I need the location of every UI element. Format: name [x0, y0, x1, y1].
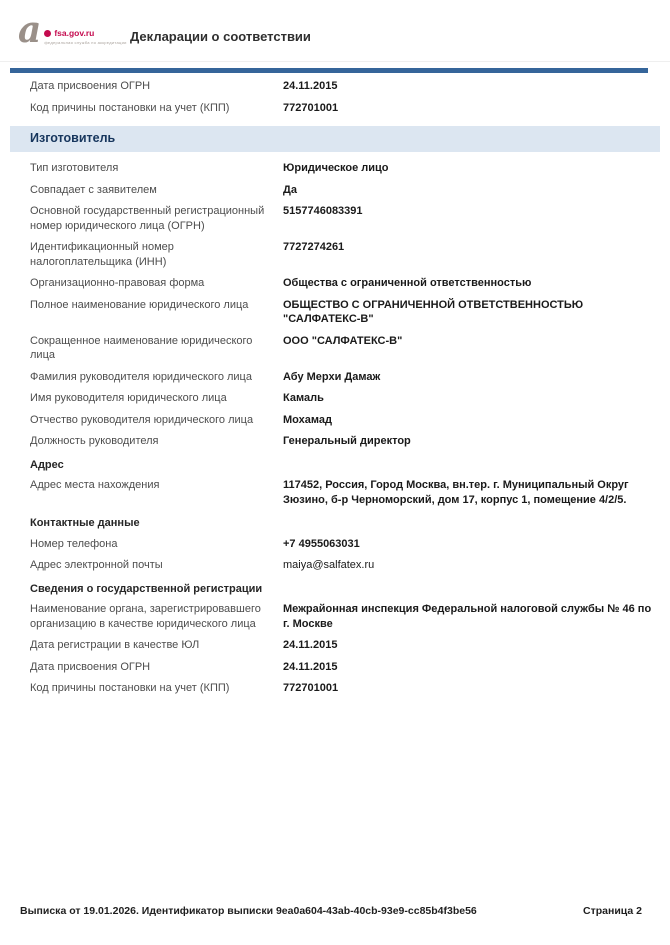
field-label: Идентификационный номер налогоплательщика (ИНН) — [30, 241, 174, 268]
page-footer — [0, 905, 670, 917]
field-row — [0, 599, 670, 635]
fsa-logo-glyph-icon: a — [18, 9, 41, 51]
field-value: Да — [283, 183, 297, 196]
field-value: 772701001 — [283, 682, 339, 695]
field-label: Основной государственный регистрационный номер юридического лица (ОГРН) — [30, 205, 265, 232]
field-value: maiya@salfatex.ru — [283, 559, 375, 572]
field-value: Камаль — [283, 392, 324, 405]
field-value: 117452, Россия, Город Москва, вн.тер. г. Муниципальный Округ Зюзино, б-р Черноморский, дом 17, корпус 1, помещение 4/2/5. — [283, 479, 629, 506]
field-label: Сокращенное наименование юридического лица — [30, 334, 253, 362]
field-row — [0, 201, 670, 237]
field-value: Межрайонная инспекция Федеральной налоговой службы № 46 по г. Москве — [283, 603, 652, 630]
field-label: Наименование органа, зарегистрировавшего организацию в качестве юридического лица — [30, 603, 261, 630]
field-label: Должность руководителя — [30, 435, 159, 448]
field-row — [0, 431, 670, 453]
field-row — [0, 273, 670, 295]
section-header: Изготовитель — [10, 126, 660, 152]
field-label: Организационно-правовая форма — [30, 277, 205, 290]
page-number: Страница 2 — [583, 905, 642, 917]
field-value: +7 4955063031 — [283, 537, 360, 550]
field-row — [0, 555, 670, 577]
field-row — [0, 635, 670, 657]
field-label: Код причины постановки на учет (КПП) — [30, 682, 230, 695]
extract-info: Выписка от 19.01.2026. Идентификатор выписки 9ea0a604-43ab-40cb-93e9-cc85b4f3be56 — [20, 905, 477, 917]
field-value: 7727274261 — [283, 241, 345, 254]
subsection-header: Сведения о государственной регистрации — [30, 582, 263, 595]
fsa-logo-tagline: федеральная служба по аккредитации — [44, 40, 127, 45]
fsa-logo — [18, 9, 127, 51]
field-value: ОБЩЕСТВО С ОГРАНИЧЕННОЙ ОТВЕТСТВЕННОСТЬЮ "САЛФАТЕКС-В" — [283, 298, 584, 326]
field-value: Общества с ограниченной ответственностью — [283, 277, 532, 290]
field-row — [0, 237, 670, 273]
field-row — [0, 98, 670, 120]
field-label: Тип изготовителя — [30, 162, 119, 175]
field-row — [0, 331, 670, 367]
field-row — [0, 410, 670, 432]
field-label: Полное наименование юридического лица — [30, 298, 249, 311]
field-label: Отчество руководителя юридического лица — [30, 413, 254, 426]
subsection-header: Контактные данные — [30, 517, 140, 530]
fsa-logo-dot-icon — [44, 30, 51, 37]
field-value: Юридическое лицо — [283, 162, 389, 175]
field-row — [0, 388, 670, 410]
field-row — [0, 657, 670, 679]
field-value: Генеральный директор — [283, 435, 411, 448]
field-label: Дата регистрации в качестве ЮЛ — [30, 639, 200, 652]
field-value: ООО "САЛФАТЕКС-В" — [283, 334, 403, 347]
field-label: Код причины постановки на учет (КПП) — [30, 101, 230, 114]
field-row — [0, 76, 670, 98]
field-value: 24.11.2015 — [283, 639, 338, 652]
field-value: 5157746083391 — [283, 205, 363, 218]
field-label: Номер телефона — [30, 537, 118, 550]
field-value: 24.11.2015 — [283, 80, 338, 92]
fsa-logo-text — [44, 28, 126, 45]
field-label: Фамилия руководителя юридического лица — [30, 370, 252, 383]
field-row — [0, 475, 670, 511]
field-label: Дата присвоения ОГРН — [30, 80, 151, 92]
field-row — [0, 158, 670, 180]
field-row — [0, 678, 670, 700]
fsa-logo-site: fsa.gov.ru — [54, 28, 95, 38]
field-label: Совпадает с заявителем — [30, 183, 157, 196]
field-value: Мохамад — [283, 413, 332, 426]
page-header — [0, 0, 670, 62]
page-title: Декларации о соответствии — [130, 29, 311, 44]
field-row — [0, 534, 670, 556]
field-label: Дата присвоения ОГРН — [30, 660, 151, 673]
field-label: Адрес электронной почты — [30, 559, 163, 572]
field-value: 24.11.2015 — [283, 660, 338, 673]
document-body — [0, 73, 670, 700]
field-label: Имя руководителя юридического лица — [30, 392, 227, 405]
field-row — [0, 367, 670, 389]
field-value: 772701001 — [283, 101, 339, 114]
field-row — [0, 295, 670, 331]
field-label: Адрес места нахождения — [30, 479, 160, 492]
field-row — [0, 180, 670, 202]
field-value: Абу Мерхи Дамаж — [283, 370, 381, 383]
subsection-header: Адрес — [30, 458, 64, 471]
